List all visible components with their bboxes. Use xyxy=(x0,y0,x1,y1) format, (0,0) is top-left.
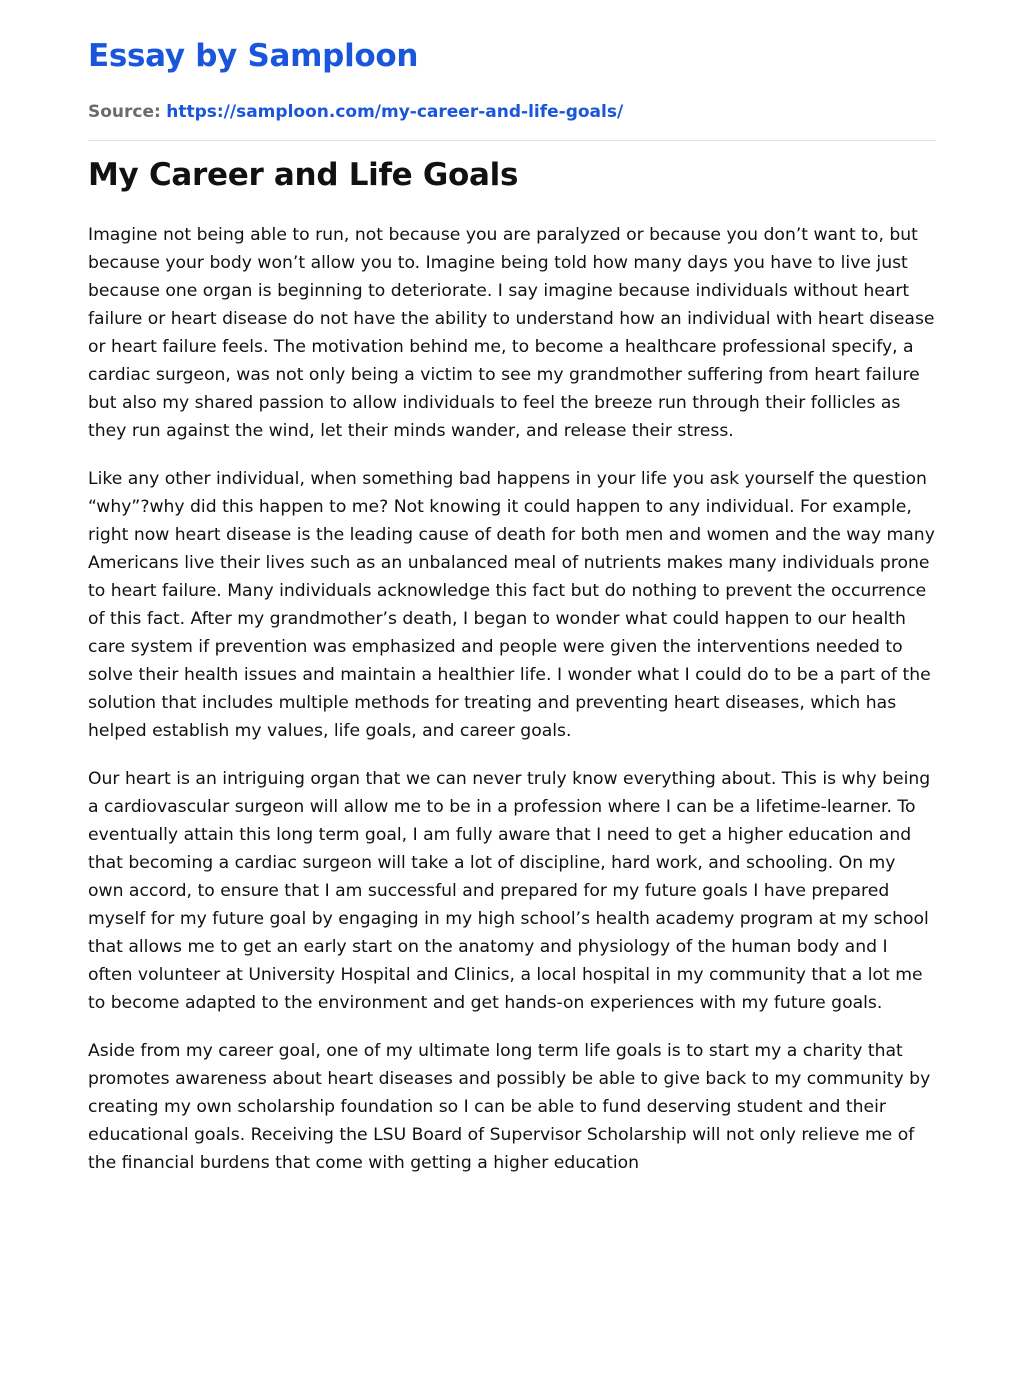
source-line xyxy=(88,100,936,124)
essay-title: My Career and Life Goals xyxy=(88,157,519,193)
header-divider xyxy=(88,140,936,141)
source-label: Source: xyxy=(88,102,161,122)
source-link[interactable]: https://samploon.com/my-career-and-life-goals/ xyxy=(166,102,624,122)
essay-page xyxy=(88,34,936,1197)
site-brand-title: Essay by Samploon xyxy=(88,38,419,74)
essay-paragraph: Aside from my career goal, one of my ultimate long term life goals is to start my a charity that promotes awareness about heart diseases and possibly be able to give back to my community by creating my own scholarship foundation so I can be able to fund deserving student and their educational goals. Receiving the LSU Board of Supervisor Scholarship will not only relieve me of the financial burdens that come with getting a higher education xyxy=(88,1041,931,1173)
essay-paragraph: Our heart is an intriguing organ that we can never truly know everything about. This is why being a cardiovascular surgeon will allow me to be in a profession where I can be a lifetime-learner. To eventually attain this long term goal, I am fully aware that I need to get a higher education and that becoming a cardiac surgeon will take a lot of discipline, hard work, and schooling. On my own accord, to ensure that I am successful and prepared for my future goals I have prepared myself for my future goal by engaging in my high school’s health academy program at my school that allows me to get an early start on the anatomy and physiology of the human body and I often volunteer at University Hospital and Clinics, a local hospital in my community that a lot me to become adapted to the environment and get hands-on experiences with my future goals. xyxy=(88,769,931,1013)
essay-paragraph: Like any other individual, when something bad happens in your life you ask yourself the question “why”?why did this happen to me? Not knowing it could happen to any individual. For example, right now heart disease is the leading cause of death for both men and women and the way many Americans live their lives such as an unbalanced meal of nutrients makes many individuals prone to heart failure. Many individuals acknowledge this fact but do nothing to prevent the occurrence of this fact. After my grandmother’s death, I began to wonder what could happen to our health care system if prevention was emphasized and people were given the interventions needed to solve their health issues and maintain a healthier life. I wonder what I could do to be a part of the solution that includes multiple methods for treating and preventing heart diseases, which has helped establish my values, life goals, and career goals. xyxy=(88,469,935,741)
essay-paragraph: Imagine not being able to run, not because you are paralyzed or because you don’t want to, but because your body won’t allow you to. Imagine being told how many days you have to live just because one organ is beginning to deteriorate. I say imagine because individuals without heart failure or heart disease do not have the ability to understand how an individual with heart disease or heart failure feels. The motivation behind me, to become a healthcare professional specify, a cardiac surgeon, was not only being a victim to see my grandmother suffering from heart failure but also my shared passion to allow individuals to feel the breeze run through their follicles as they run against the wind, let their minds wander, and release their stress. xyxy=(88,225,935,441)
essay-body xyxy=(88,221,936,1177)
